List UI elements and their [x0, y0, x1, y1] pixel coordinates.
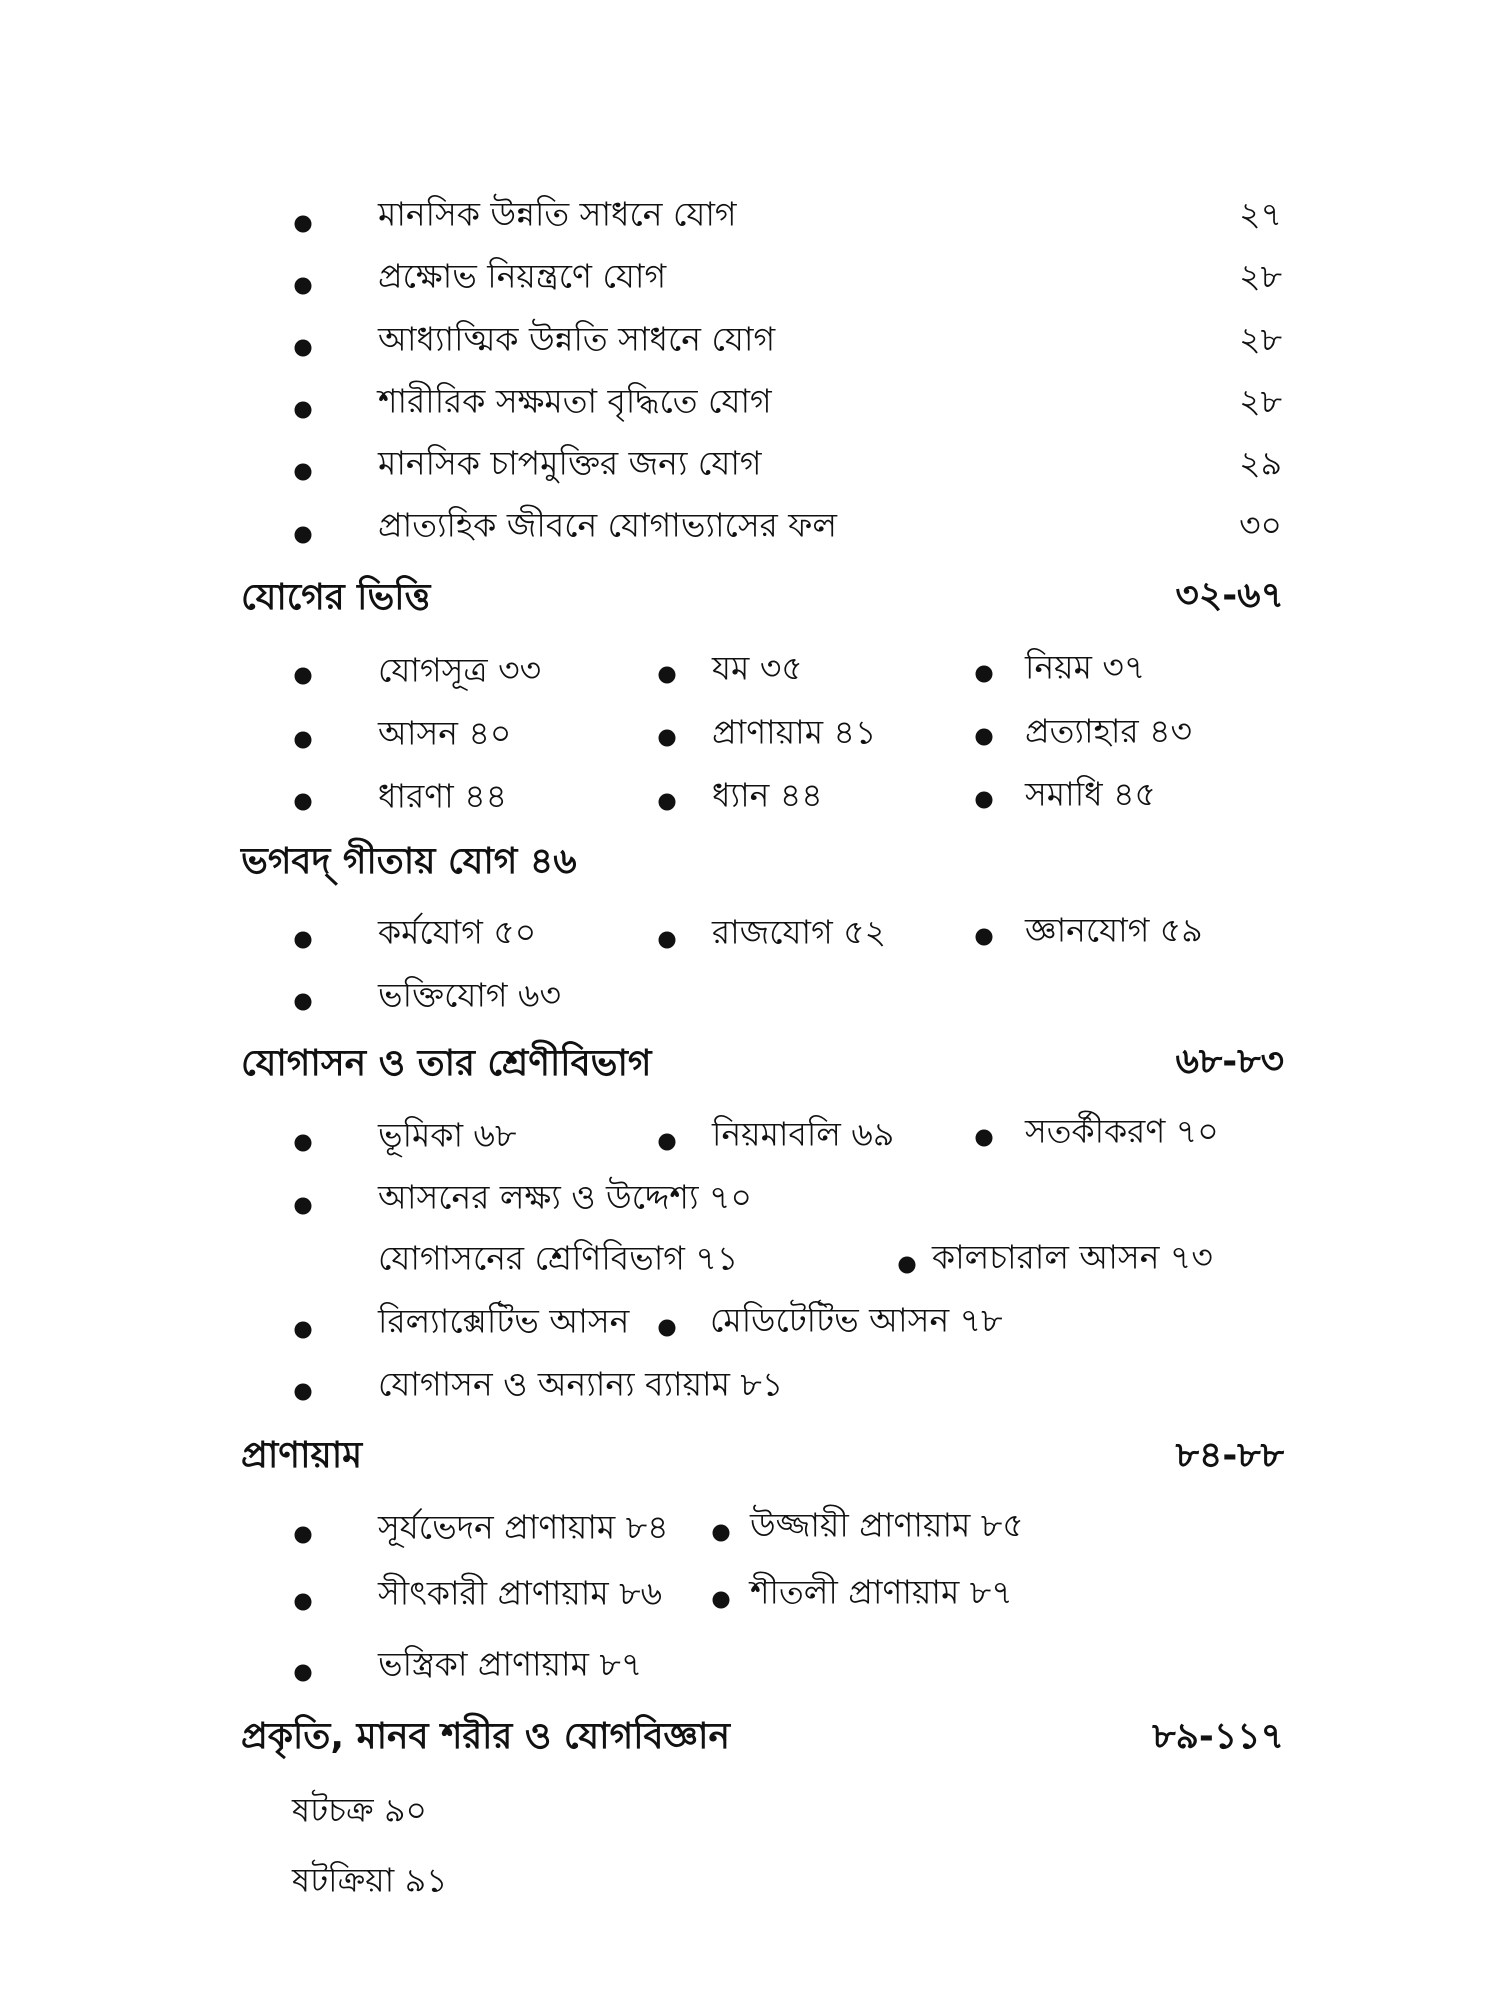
- bullet-icon: [976, 666, 993, 683]
- toc-page-number: ২৭: [1239, 194, 1282, 234]
- bullet-icon: [659, 1134, 676, 1151]
- bullet-icon: [659, 730, 676, 747]
- bullet-icon: [899, 1257, 916, 1274]
- toc-entry: ভস্ত্রিকা প্রাণায়াম ৮৭: [378, 1644, 643, 1684]
- toc-entry: ধারণা ৪৪: [378, 776, 508, 816]
- toc-entry: রিল্যাক্সেটিভ আসন: [378, 1301, 630, 1341]
- section-page-range: ৬৮-৮৩: [1175, 1041, 1284, 1082]
- toc-entry: সূর্যভেদন প্রাণায়াম ৮৪: [378, 1507, 669, 1547]
- bullet-icon: [295, 932, 312, 949]
- bullet-icon: [295, 994, 312, 1011]
- toc-entry: জ্ঞানযোগ ৫৯: [1025, 910, 1203, 950]
- toc-entry: কর্মযোগ ৫০: [378, 912, 537, 952]
- toc-entry: নিয়ম ৩৭: [1025, 647, 1146, 687]
- toc-entry: ষটক্রিয়া ৯১: [292, 1860, 448, 1900]
- toc-entry: ভক্তিযোগ ৬৩: [378, 975, 561, 1015]
- toc-entry: প্রক্ষোভ নিয়ন্ত্রণে যোগ: [378, 256, 667, 296]
- toc-entry: আসন ৪০: [378, 713, 512, 753]
- section-heading: যোগাসন ও তার শ্রেণীবিভাগ: [241, 1043, 652, 1084]
- bullet-icon: [976, 729, 993, 746]
- bullet-icon: [295, 794, 312, 811]
- bullet-icon: [295, 668, 312, 685]
- section-heading: যোগের ভিত্তি: [241, 577, 431, 618]
- bullet-icon: [295, 278, 312, 295]
- bullet-icon: [659, 932, 676, 949]
- toc-page-number: ২৮: [1239, 381, 1282, 421]
- bullet-icon: [295, 1135, 312, 1152]
- bullet-icon: [295, 1322, 312, 1339]
- toc-entry: যোগসূত্র ৩৩: [378, 650, 542, 690]
- bullet-icon: [295, 527, 312, 544]
- toc-entry: মেডিটেটিভ আসন ৭৮: [710, 1300, 1003, 1340]
- section-heading: ভগবদ্ গীতায় যোগ ৪৬: [241, 841, 577, 882]
- bullet-icon: [976, 792, 993, 809]
- toc-entry: প্রত্যাহার ৪৩: [1025, 711, 1192, 751]
- section-heading: প্রকৃতি, মানব শরীর ও যোগবিজ্ঞান: [241, 1716, 730, 1757]
- toc-entry: নিয়মাবলি ৬৯: [712, 1114, 895, 1154]
- toc-entry: মানসিক উন্নতি সাধনে যোগ: [378, 194, 737, 234]
- bullet-icon: [295, 1527, 312, 1544]
- toc-entry: সীৎকারী প্রাণায়াম ৮৬: [378, 1573, 663, 1613]
- bullet-icon: [713, 1525, 730, 1542]
- toc-entry: সতর্কীকরণ ৭০: [1025, 1111, 1219, 1151]
- toc-page-number: ২৯: [1239, 443, 1282, 483]
- toc-entry: সমাধি ৪৫: [1025, 774, 1156, 814]
- toc-entry: আধ্যাত্মিক উন্নতি সাধনে যোগ: [378, 319, 776, 359]
- toc-entry: ভূমিকা ৬৮: [378, 1115, 517, 1155]
- toc-entry: প্রাত্যহিক জীবনে যোগাভ্যাসের ফল: [378, 505, 837, 545]
- toc-entry: যম ৩৫: [712, 648, 803, 688]
- toc-entry: কালচারাল আসন ৭৩: [932, 1237, 1213, 1277]
- bullet-icon: [295, 402, 312, 419]
- bullet-icon: [976, 929, 993, 946]
- bullet-icon: [659, 1320, 676, 1337]
- toc-entry: আসনের লক্ষ্য ও উদ্দেশ্য ৭০: [378, 1177, 752, 1217]
- bullet-icon: [295, 340, 312, 357]
- section-page-range: ৮৪-৮৮: [1175, 1435, 1284, 1476]
- toc-page-number: ২৮: [1239, 319, 1282, 359]
- toc-entry: ধ্যান ৪৪: [712, 775, 823, 815]
- bullet-icon: [295, 1384, 312, 1401]
- bullet-icon: [295, 464, 312, 481]
- bullet-icon: [659, 794, 676, 811]
- toc-entry: শীতলী প্রাণায়াম ৮৭: [750, 1572, 1013, 1612]
- toc-entry: উজ্জায়ী প্রাণায়াম ৮৫: [750, 1505, 1024, 1545]
- bullet-icon: [295, 1594, 312, 1611]
- bullet-icon: [976, 1130, 993, 1147]
- bullet-icon: [295, 732, 312, 749]
- toc-page-number: ৩০: [1239, 505, 1282, 545]
- bullet-icon: [295, 1198, 312, 1215]
- toc-page-number: ২৮: [1239, 256, 1282, 296]
- bullet-icon: [659, 667, 676, 684]
- toc-entry: মানসিক চাপমুক্তির জন্য যোগ: [378, 443, 762, 483]
- toc-entry: শারীরিক সক্ষমতা বৃদ্ধিতে যোগ: [378, 381, 772, 421]
- toc-entry: রাজযোগ ৫২: [712, 912, 887, 952]
- toc-entry: যোগাসনের শ্রেণিবিভাগ ৭১: [378, 1238, 739, 1278]
- section-heading: প্রাণায়াম: [241, 1435, 363, 1476]
- bullet-icon: [295, 1665, 312, 1682]
- toc-entry: যোগাসন ও অন্যান্য ব্যায়াম ৮১: [378, 1364, 784, 1404]
- toc-entry: প্রাণায়াম ৪১: [712, 712, 877, 752]
- bullet-icon: [295, 216, 312, 233]
- toc-entry: ষটচক্র ৯০: [292, 1790, 427, 1830]
- section-page-range: ৩২-৬৭: [1175, 575, 1284, 616]
- section-page-range: ৮৯-১১৭: [1152, 1716, 1284, 1757]
- bullet-icon: [713, 1592, 730, 1609]
